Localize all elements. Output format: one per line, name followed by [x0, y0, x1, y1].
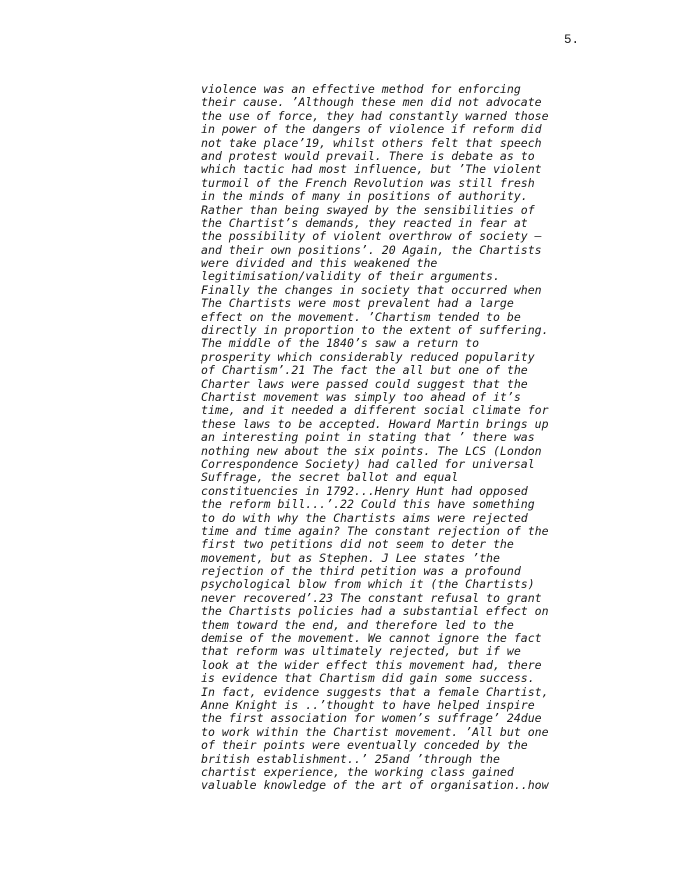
- text-line: them toward the end, and therefore led to the: [201, 617, 514, 632]
- text-line: their cause. ’Although these men did not advocate: [201, 95, 542, 110]
- text-line: time and time again? The constant rejection of the: [201, 523, 549, 538]
- text-line: the use of force, they had constantly warned those: [201, 108, 549, 123]
- text-line: the first association for women’s suffrage’ 24due: [201, 711, 542, 726]
- text-line: Finally the changes in society that occurred when: [201, 282, 542, 297]
- text-line: turmoil of the French Revolution was still fresh: [201, 175, 535, 190]
- text-line: Anne Knight is ..’thought to have helped inspire: [201, 697, 535, 712]
- text-line: were divided and this weakened the: [201, 256, 438, 271]
- text-line: to work within the Chartist movement. ’All but one: [201, 724, 549, 739]
- text-line: violence was an effective method for enforcing: [201, 82, 521, 96]
- text-line: to do with why the Chartists aims were rejected: [201, 510, 528, 525]
- page-number: 5.: [564, 33, 580, 47]
- text-line: the possibility of violent overthrow of society –: [201, 229, 542, 244]
- text-line: chartist experience, the working class gained: [201, 764, 514, 779]
- text-line: in power of the dangers of violence if reform did: [201, 122, 542, 137]
- text-line: psychological blow from which it (the Chartists): [201, 577, 535, 592]
- text-line: time, and it needed a different social climate for: [201, 403, 549, 418]
- text-line: and their own positions’. 20 Again, the Chartists: [201, 242, 542, 257]
- text-line: The Chartists were most prevalent had a large: [201, 296, 514, 311]
- text-line: british establishment..’ 25and ’through the: [201, 751, 500, 766]
- text-line: first two petitions did not seem to deter the: [201, 537, 514, 552]
- text-line: that reform was ultimately rejected, but if we: [201, 644, 521, 659]
- text-line: prosperity which considerably reduced popularity: [201, 349, 535, 364]
- text-line: is evidence that Chartism did gain some success.: [201, 671, 535, 686]
- text-line: The middle of the 1840’s saw a return to: [201, 336, 480, 351]
- text-line: rejection of the third petition was a profound: [201, 564, 521, 579]
- text-line: demise of the movement. We cannot ignore the fact: [201, 631, 542, 646]
- text-line: Suffrage, the secret ballot and equal: [201, 470, 459, 485]
- text-line: the Chartist’s demands, they reacted in fear at: [201, 215, 528, 230]
- text-line: directly in proportion to the extent of suffering.: [201, 323, 549, 338]
- text-line: look at the wider effect this movement had, there: [201, 657, 542, 672]
- body-text: [201, 83, 549, 793]
- text-line: the Chartists policies had a substantial effect on: [201, 604, 549, 619]
- text-line: Rather than being swayed by the sensibilities of: [201, 202, 535, 217]
- text-line: constituencies in 1792...Henry Hunt had opposed: [201, 483, 528, 498]
- text-line: these laws to be accepted. Howard Martin brings up: [201, 416, 549, 431]
- text-line: effect on the movement. ’Chartism tended to be: [201, 309, 521, 324]
- text-line: of their points were eventually conceded by the: [201, 738, 528, 753]
- text-line: in the minds of many in positions of authority.: [201, 189, 528, 204]
- text-line: never recovered’.23 The constant refusal to grant: [201, 590, 542, 605]
- text-line: not take place’19, whilst others felt that speech: [201, 135, 542, 150]
- text-line: valuable knowledge of the art of organisation..how: [201, 778, 549, 793]
- text-line: Chartist movement was simply too ahead of it’s: [201, 389, 521, 404]
- text-line: of Chartism’.21 The fact the all but one of the: [201, 363, 528, 378]
- text-line: In fact, evidence suggests that a female Chartist,: [201, 684, 549, 699]
- text-line: which tactic had most influence, but ’The violent: [201, 162, 542, 177]
- text-line: Charter laws were passed could suggest that the: [201, 376, 528, 391]
- text-line: nothing new about the six points. The LCS (London: [201, 443, 542, 458]
- text-line: legitimisation/validity of their arguments.: [201, 269, 500, 284]
- text-line: movement, but as Stephen. J Lee states ’the: [201, 550, 500, 565]
- text-line: an interesting point in stating that ’ there was: [201, 430, 535, 445]
- text-line: Correspondence Society) had called for universal: [201, 456, 535, 471]
- text-line: and protest would prevail. There is debate as to: [201, 148, 535, 163]
- text-line: the reform bill...’.22 Could this have something: [201, 497, 535, 512]
